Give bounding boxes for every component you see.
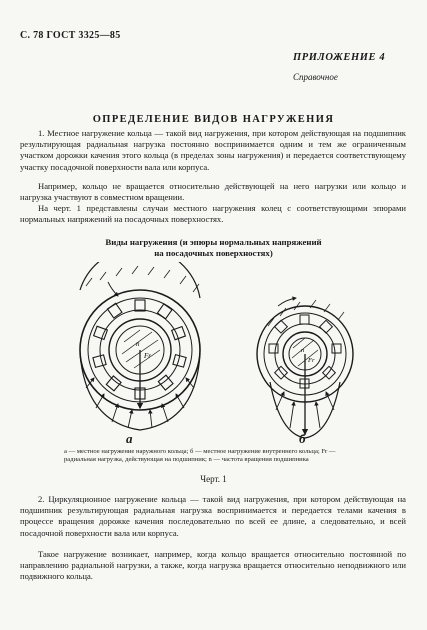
caption-fr-symbol: Fr: [321, 448, 328, 455]
caption-n: n — частота вращения подшипника: [208, 456, 309, 464]
bearing-a-n-mark: n: [136, 340, 140, 348]
figure-number: Черт. 1: [200, 474, 227, 484]
figure-title-line-2: на посадочных поверхностях): [154, 248, 273, 258]
paragraph-5: Такое нагружение возникает, например, когда кольцо вращается относительно постоянной по направлению радиальной нагрузки, а также, когда нагрузка вращается относительно неподвижного или подвижного кольца.: [20, 549, 406, 582]
bearing-b-n-mark: n: [301, 347, 305, 354]
appendix-title: ПРИЛОЖЕНИЕ 4: [293, 52, 386, 63]
bearing-b-drawing: [257, 298, 353, 438]
paragraph-4: 2. Циркуляционное нагружение кольца — такой вид нагружения, при котором действующая на подшипник результирующая радиальная нагрузка воспринимается и передается телами качения в процессе вращения дорожке качения последовательно по всей ее длине, а следовательно, и всей посадочной поверхности вала или корпуса.: [20, 494, 406, 538]
figure-label-b: б: [299, 431, 306, 446]
section-title: ОПРЕДЕЛЕНИЕ ВИДОВ НАГРУЖЕНИЯ: [92, 114, 335, 125]
paragraph-1: 1. Местное нагружение кольца — такой вид нагружения, при котором действующая на подшипник результирующая радиальная нагрузка постоянно воспринимается одним и тем же ограниченным участком дорожки качения этого кольца (в пределах зоны нагружения) и передается соответствующему участку посадочной поверхности вала или корпуса.: [20, 128, 406, 172]
bearing-b-fr-mark: Fr: [308, 357, 315, 364]
appendix-subtitle: Справочное: [293, 72, 338, 82]
paragraph-2: Например, кольцо не вращается относительно действующей на него нагрузки или кольцо и нагрузка участвуют в совместном вращении.: [20, 181, 406, 203]
bearing-a-fr-mark: Fr: [144, 352, 151, 360]
bearing-load-diagram: [0, 262, 427, 462]
bearing-a-drawing: [80, 262, 200, 430]
caption-b: б — местное нагружение внутреннего кольца;: [190, 448, 320, 455]
caption-fr: — радиальная нагрузка, действующая на подшипник;: [64, 448, 336, 464]
figure-caption: [64, 448, 364, 465]
paragraph-3: На черт. 1 представлены случаи местного нагружения колец с соответствующими эпюрами нормальных напряжений на посадочных поверхностях.: [20, 203, 406, 225]
figure-title: [0, 237, 427, 259]
caption-a: а — местное нагружение наружного кольца;: [64, 448, 189, 455]
appendix-block: [293, 52, 405, 82]
figure-label-a: а: [126, 431, 133, 446]
figure-title-line-1: Виды нагружения (и эпюры нормальных напряжений: [105, 237, 322, 247]
page-header-code: С. 78 ГОСТ 3325—85: [20, 30, 121, 41]
